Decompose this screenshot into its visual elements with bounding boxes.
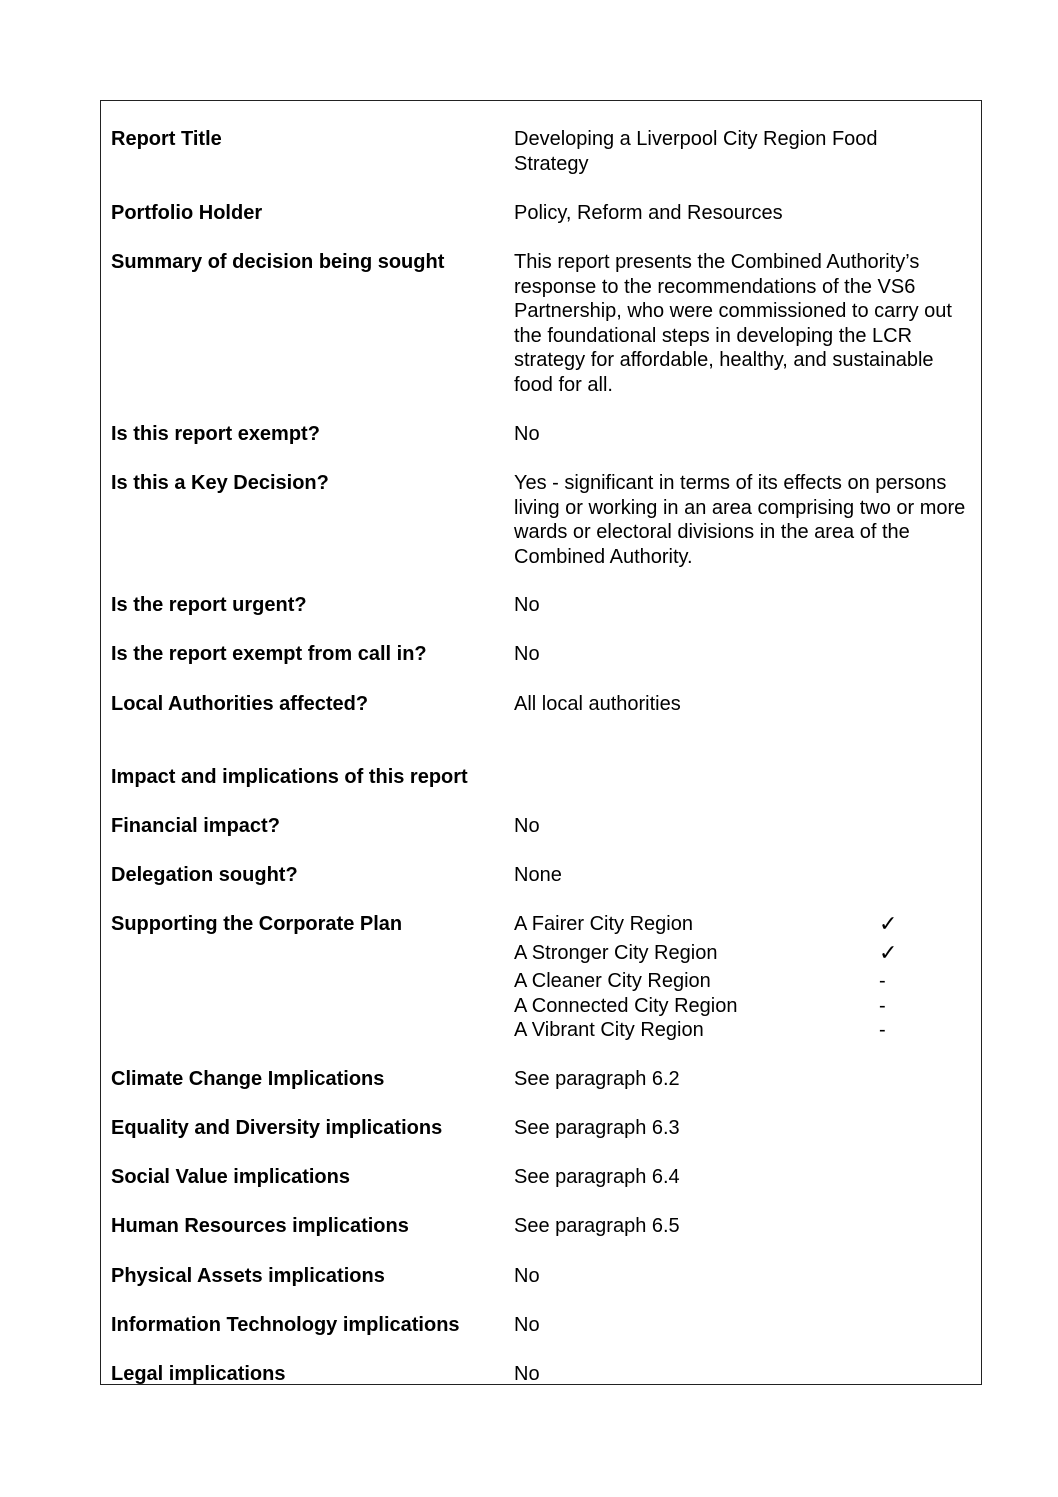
urgent-value: No bbox=[514, 594, 540, 616]
it-label: Information Technology implications bbox=[111, 1314, 460, 1336]
delegation-value: None bbox=[514, 864, 562, 886]
exempt-value: No bbox=[514, 423, 540, 445]
key-decision-value: Yes - significant in terms of its effects on persons living or working in an area comprising two or more wards or electoral divisions in the area of the Combined Authority. bbox=[514, 472, 966, 568]
human-resources-label: Human Resources implications bbox=[111, 1215, 409, 1237]
plan-item-stronger bbox=[514, 941, 964, 969]
social-value-value: See paragraph 6.4 bbox=[514, 1166, 680, 1188]
exempt-label: Is this report exempt? bbox=[111, 423, 320, 445]
urgent-label: Is the report urgent? bbox=[111, 594, 307, 616]
summary-value: This report presents the Combined Authority’s response to the recommendations of the VS6 Partnership, who were commissioned to carry out the foundational steps in developing the LCR strategy for affordable, healthy, and sustainable food for all. bbox=[514, 251, 952, 396]
portfolio-holder-label: Portfolio Holder bbox=[111, 202, 263, 224]
check-icon: ✓ bbox=[879, 911, 898, 936]
dash-mark: - bbox=[879, 970, 886, 992]
equality-label: Equality and Diversity implications bbox=[111, 1117, 443, 1139]
plan-item-text: A Vibrant City Region bbox=[514, 1019, 704, 1041]
dash-mark: - bbox=[879, 1019, 886, 1041]
plan-item-fairer bbox=[514, 912, 964, 941]
delegation-label: Delegation sought? bbox=[111, 864, 298, 886]
it-value: No bbox=[514, 1314, 540, 1336]
plan-item-text: A Connected City Region bbox=[514, 994, 738, 1017]
physical-assets-value: No bbox=[514, 1265, 540, 1287]
climate-value: See paragraph 6.2 bbox=[514, 1068, 680, 1090]
physical-assets-label: Physical Assets implications bbox=[111, 1265, 385, 1287]
exempt-call-in-label: Is the report exempt from call in? bbox=[111, 643, 427, 665]
plan-item-vibrant bbox=[514, 1018, 964, 1043]
dash-mark: - bbox=[879, 994, 886, 1017]
legal-label: Legal implications bbox=[111, 1363, 286, 1385]
plan-item-cleaner bbox=[514, 969, 964, 994]
plan-item-text: A Cleaner City Region bbox=[514, 970, 711, 992]
plan-item-text: A Stronger City Region bbox=[514, 942, 718, 964]
corporate-plan-list bbox=[514, 912, 964, 1043]
corporate-plan-label: Supporting the Corporate Plan bbox=[111, 913, 403, 935]
report-title-value: Developing a Liverpool City Region Food Strategy bbox=[514, 128, 878, 175]
local-authorities-label: Local Authorities affected? bbox=[111, 693, 369, 715]
key-decision-label: Is this a Key Decision? bbox=[111, 472, 329, 494]
climate-label: Climate Change Implications bbox=[111, 1068, 385, 1090]
equality-value: See paragraph 6.3 bbox=[514, 1117, 680, 1139]
local-authorities-value: All local authorities bbox=[514, 693, 681, 715]
impact-heading: Impact and implications of this report bbox=[111, 766, 468, 788]
financial-impact-label: Financial impact? bbox=[111, 815, 280, 837]
summary-label: Summary of decision being sought bbox=[111, 251, 445, 273]
social-value-label: Social Value implications bbox=[111, 1166, 350, 1188]
check-icon: ✓ bbox=[879, 940, 898, 965]
portfolio-holder-value: Policy, Reform and Resources bbox=[514, 202, 783, 224]
legal-value: No bbox=[514, 1363, 540, 1385]
financial-impact-value: No bbox=[514, 815, 540, 837]
report-title-label: Report Title bbox=[111, 128, 222, 150]
exempt-call-in-value: No bbox=[514, 643, 540, 665]
plan-item-connected bbox=[514, 994, 964, 1019]
plan-item-text: A Fairer City Region bbox=[514, 913, 693, 935]
human-resources-value: See paragraph 6.5 bbox=[514, 1215, 680, 1237]
